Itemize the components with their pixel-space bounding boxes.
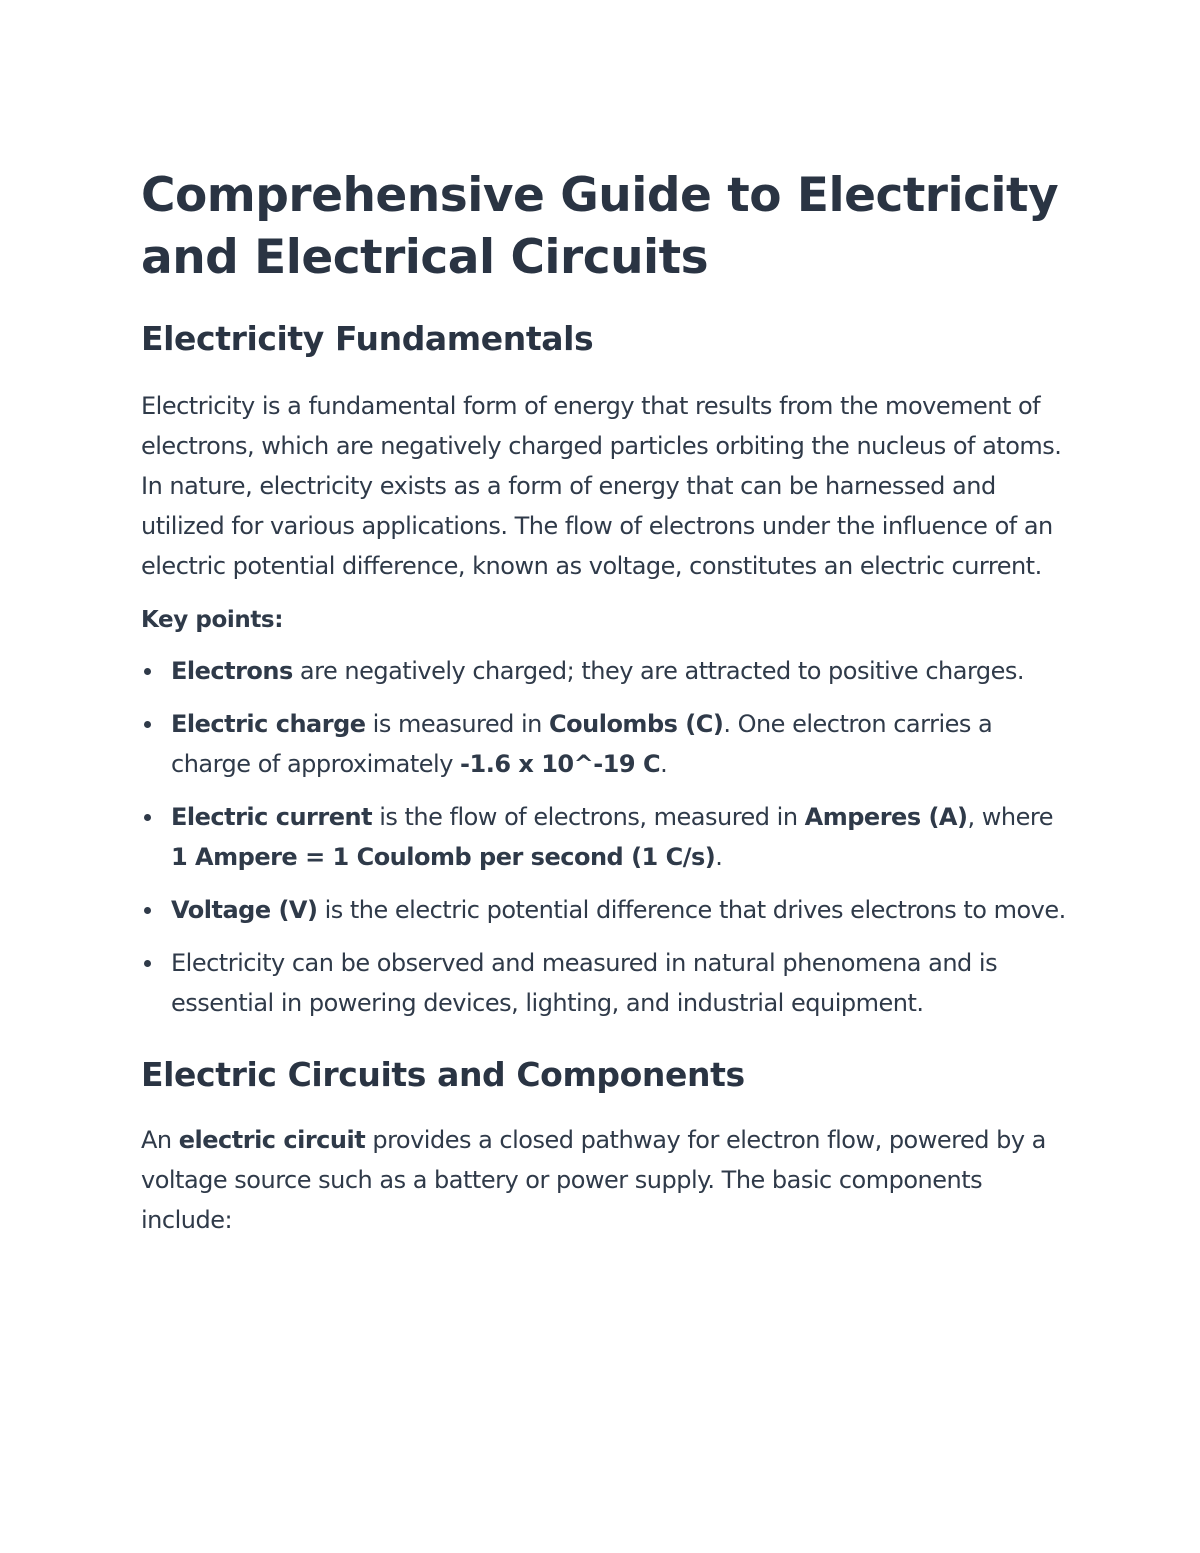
list-text: . [715, 843, 723, 871]
bold-term: Electrons [171, 657, 293, 685]
circuits-intro-paragraph [141, 1120, 1066, 1240]
list-item [141, 651, 1066, 691]
fundamentals-intro-paragraph: Electricity is a fundamental form of energy that results from the movement of electrons, which are negatively charged particles orbiting the nucleus of atoms. In nature, electricity exists as a form of energy that can be harnessed and utilized for various applications. The flow of electrons under the influence of an electric potential difference, known as voltage, constitutes an electric current. [141, 392, 1062, 580]
list-item [141, 797, 1066, 877]
key-points-list [141, 651, 1066, 1023]
key-points-label: Key points: [141, 607, 284, 633]
document-page [141, 165, 1066, 1240]
list-text: . One electron carries a charge of approximately [171, 710, 993, 778]
bold-term: Electric charge [171, 710, 366, 738]
list-item [141, 943, 1066, 1023]
bold-term: -1.6 x 10^-19 C [460, 750, 661, 778]
paragraph-text: provides a closed pathway for electron flow, powered by a voltage source such as a battery or power supply. The basic components include: [141, 1126, 1046, 1234]
section-heading-fundamentals: Electricity Fundamentals [141, 319, 594, 358]
bold-term: Voltage (V) [171, 896, 318, 924]
bullet-icon [144, 814, 151, 821]
bullet-icon [144, 721, 151, 728]
document-title: Comprehensive Guide to Electricity and Electrical Circuits [141, 168, 1059, 285]
bullet-icon [144, 668, 151, 675]
list-item [141, 890, 1066, 930]
list-text: are negatively charged; they are attracted to positive charges. [292, 657, 1025, 685]
section-heading-circuits: Electric Circuits and Components [141, 1055, 745, 1094]
bullet-icon [144, 960, 151, 967]
list-text: is the flow of electrons, measured in [372, 803, 805, 831]
paragraph-text: An [141, 1126, 179, 1154]
list-text: is measured in [365, 710, 550, 738]
list-text: is the electric potential difference that drives electrons to move. [317, 896, 1066, 924]
list-text: . [660, 750, 668, 778]
bullet-icon [144, 907, 151, 914]
bold-term: 1 Ampere = 1 Coulomb per second (1 C/s) [171, 843, 716, 871]
bold-term: Amperes (A) [804, 803, 968, 831]
bold-term: Coulombs (C) [549, 710, 724, 738]
bold-term: electric circuit [178, 1126, 366, 1154]
list-text: , where [967, 803, 1053, 831]
list-text: Electricity can be observed and measured in natural phenomena and is essential in powering devices, lighting, and industrial equipment. [171, 949, 998, 1017]
bold-term: Electric current [171, 803, 373, 831]
list-item [141, 704, 1066, 784]
